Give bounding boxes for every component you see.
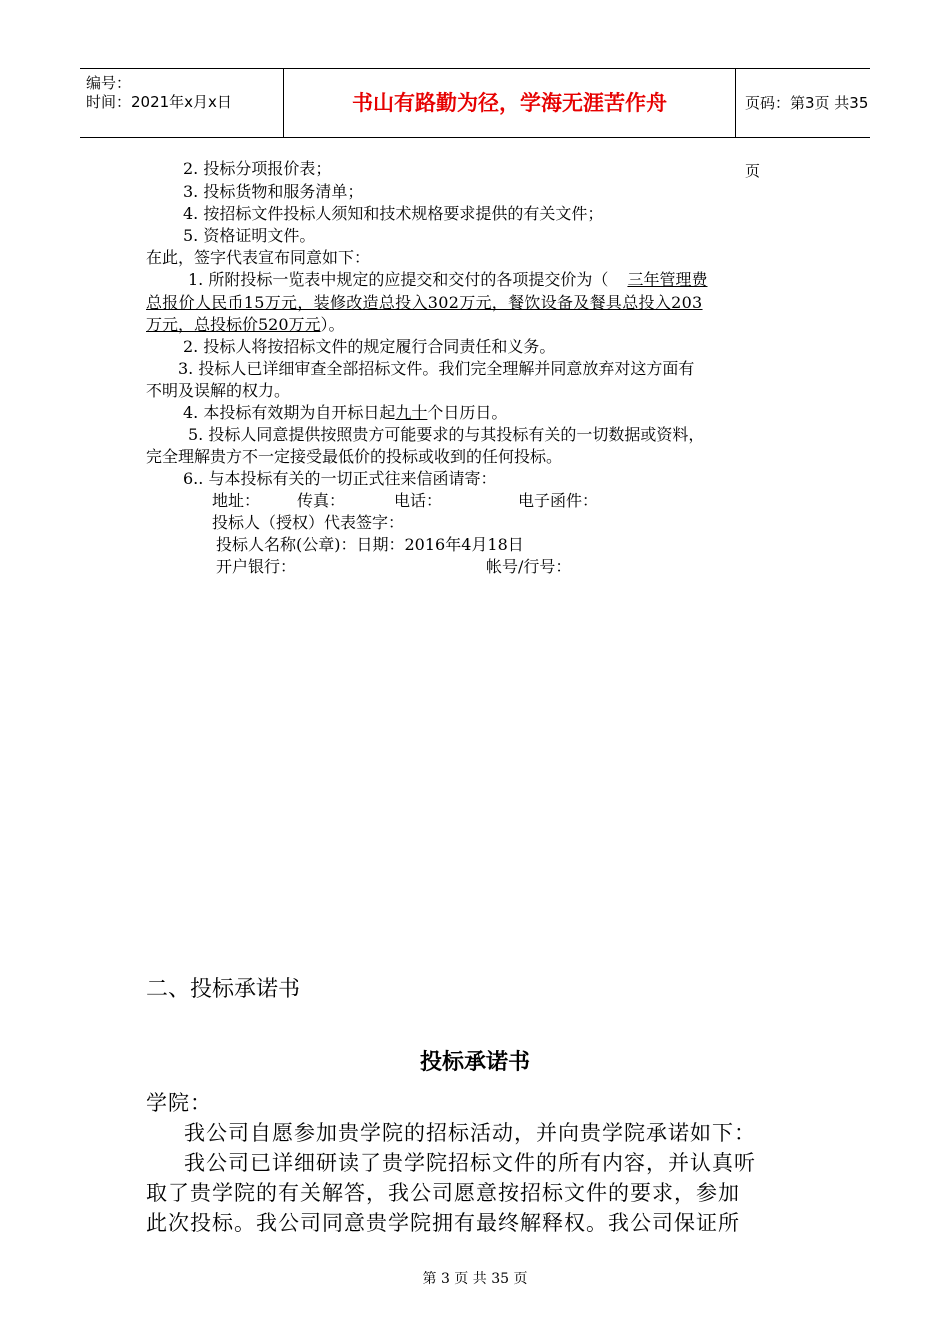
clause-1-price-end (146, 314, 345, 336)
fax-label: 传真： (297, 491, 346, 510)
clause-2: 2. 投标人将按招标文件的规定履行合同责任和义务。 (183, 337, 556, 356)
clause-4 (183, 402, 507, 424)
commitment-para-2-cont: 取了贵学院的有关解答，我公司愿意按招标文件的要求，参加 (146, 1181, 740, 1205)
clause-3: 3. 投标人已详细审查全部招标文件。我们完全理解并同意放弃对这方面有 (178, 359, 695, 378)
clause-6: 6.. 与本投标有关的一切正式往来信函请寄： (183, 469, 497, 488)
commitment-para-1: 我公司自愿参加贵学院的招标活动，并向贵学院承诺如下： (184, 1121, 756, 1145)
clause-3-cont: 不明及误解的权力。 (146, 381, 291, 400)
clause-4-days: 九十 (395, 403, 428, 422)
clause-1-total: 万元，总投标价520万元 (146, 315, 321, 334)
bidder-name-date: 投标人名称(公章)：日期：2016年4月18日 (216, 535, 524, 554)
doc-number-label: 编号： (86, 74, 132, 92)
commitment-para-2-end: 此次投标。我公司同意贵学院拥有最终解释权。我公司保证所 (146, 1211, 740, 1235)
commitment-para-2: 我公司已详细研读了贵学院招标文件的所有内容，并认真听 (184, 1151, 756, 1175)
clause-1-price: 三年管理费 (627, 270, 708, 289)
clause-1-price-cont: 总报价人民币15万元，装修改造总投入302万元，餐饮设备及餐具总投入203 (146, 293, 703, 312)
email-label: 电子函件： (518, 491, 599, 510)
item-5: 5. 资格证明文件。 (183, 226, 316, 245)
address-label: 地址： (212, 491, 261, 510)
header-page-label: 页码：第3页 共35页 (745, 94, 869, 180)
declaration-intro: 在此，签字代表宣布同意如下： (146, 248, 371, 267)
doc-time-label: 时间：2021年x月x日 (86, 93, 232, 111)
header-motto: 书山有路勤为径，学海无涯苦作舟 (283, 69, 736, 137)
clause-4-end: 个日历日。 (427, 403, 508, 422)
section-heading: 二、投标承诺书 (146, 977, 301, 1002)
clause-5-cont: 完全理解贵方不一定接受最低价的投标或收到的任何投标。 (146, 447, 563, 466)
addressee: 学院： (146, 1091, 212, 1115)
clause-1 (188, 269, 707, 291)
item-4: 4. 按招标文件投标人须知和技术规格要求提供的有关文件； (183, 204, 604, 223)
clause-1-text: 1. 所附投标一览表中规定的应提交和交付的各项提交价为（ (188, 270, 609, 289)
account-label: 帐号/行号： (486, 557, 572, 576)
header-meta (80, 69, 283, 137)
page-footer: 第 3 页 共 35 页 (422, 1271, 528, 1287)
rep-signature-label: 投标人（授权）代表签字： (212, 513, 405, 532)
clause-1-close: ）。 (320, 315, 345, 334)
clause-5: 5. 投标人同意提供按照贵方可能要求的与其投标有关的一切数据或资料， (188, 425, 705, 444)
item-3: 3. 投标货物和服务清单； (183, 182, 364, 201)
item-2: 2. 投标分项报价表； (183, 159, 332, 178)
phone-label: 电话： (394, 491, 443, 510)
bank-label: 开户银行： (216, 557, 297, 576)
clause-4-text: 4. 本投标有效期为自开标日起 (183, 403, 396, 422)
commitment-title: 投标承诺书 (419, 1049, 530, 1075)
